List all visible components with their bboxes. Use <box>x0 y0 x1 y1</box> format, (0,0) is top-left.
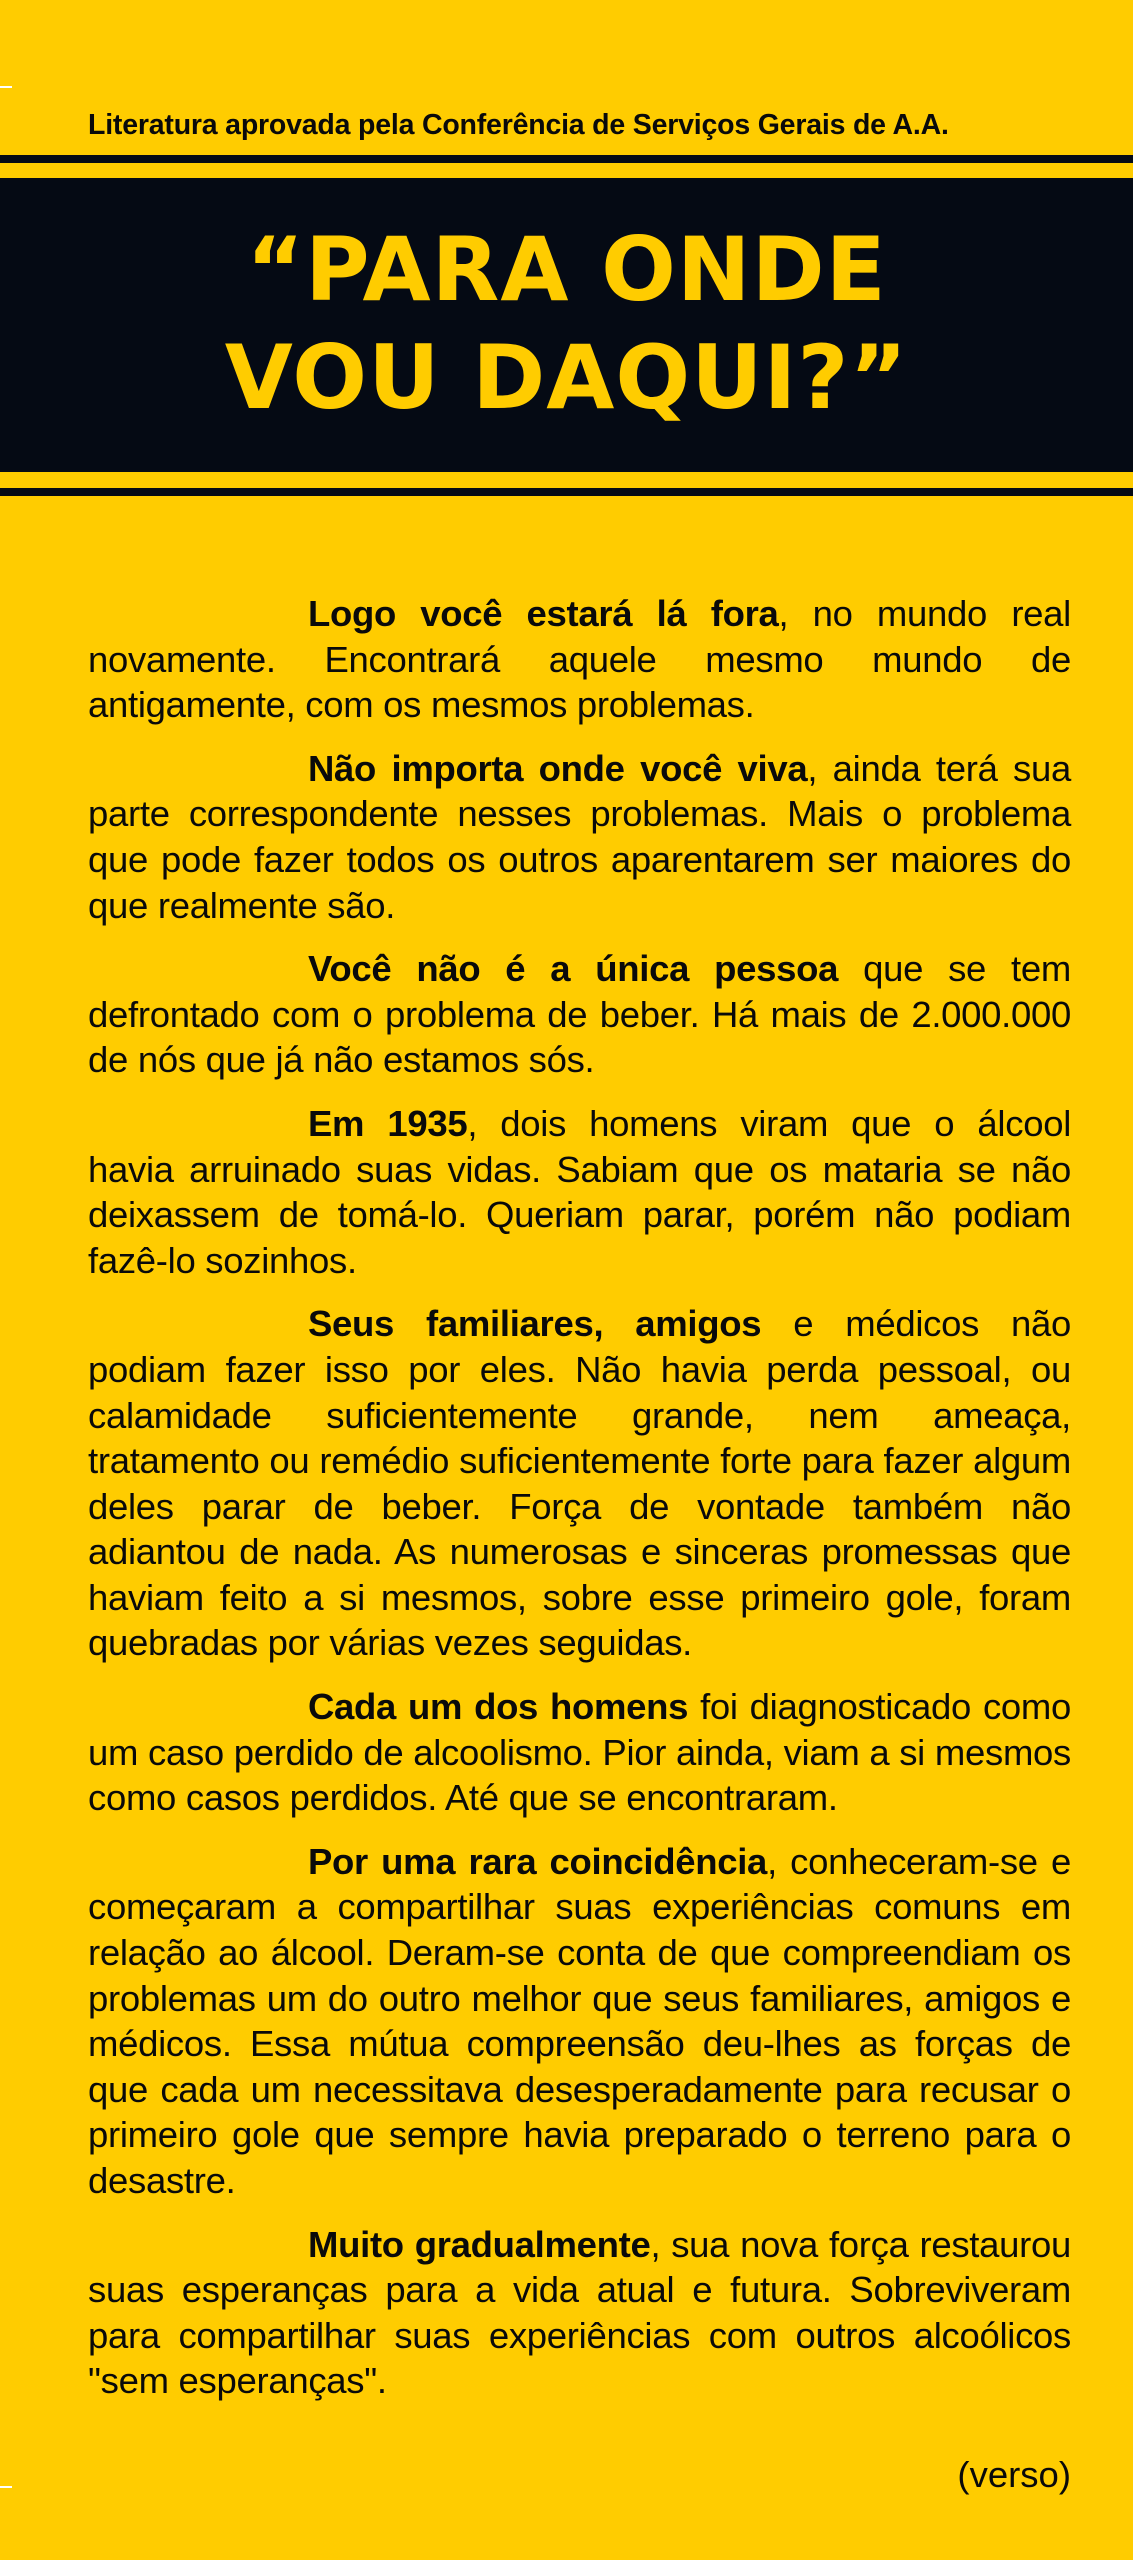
paragraph-text: foi diagnosticado como um caso perdido de alcoolismo. Pior ainda, viam a si mesmos como casos perdidos. Até que se encontraram. <box>88 1686 1071 1819</box>
paragraph-lead: Seus familiares, amigos <box>308 1303 762 1345</box>
paragraph-lead: Em 1935 <box>308 1102 468 1144</box>
paragraph-text: e médicos não podiam fazer isso por eles. Não havia perda pessoal, ou calamidade suficientemente grande, nem ameaça, tratamento ou remédio suficientemente forte para fazer algum deles parar de beber. Força de vontade também não adiantou de nada. As numerosas e sinceras promessas que haviam feito a si mesmos, sobre esse primeiro gole, foram quebradas por várias vezes seguidas. <box>88 1303 1072 1664</box>
paragraph-text: que se tem defrontado com o problema de beber. Há mais de 2.000.000 de nós que já não estamos sós. <box>88 948 1071 1081</box>
paragraph-lead: Não importa onde você viva <box>308 747 808 789</box>
paragraph-text: , conheceram-se e começaram a compartilhar suas experiências comuns em relação ao álcool. Deram-se conta de que compreendiam os problemas um do outro melhor que seus familiares, amigos e médicos. Essa mútua compreensão deu-lhes as forças de que cada um necessitava desesperadamente para recusar o primeiro gole que sempre havia preparado o terreno para o desastre. <box>88 1840 1071 2201</box>
paragraph-text: , sua nova força restaurou suas esperanças para a vida atual e futura. Sobreviveram para compartilhar suas experiências com outros alcoólicos "sem esperanças". <box>88 2223 1071 2402</box>
bottom-rule <box>0 488 1133 496</box>
crop-mark-bottom <box>0 2486 12 2488</box>
title-line-2: VOU DAQUI?” <box>224 326 909 429</box>
paragraph <box>88 1684 1071 1821</box>
crop-mark-top <box>0 86 12 88</box>
paragraph <box>88 946 1071 1083</box>
paragraph-lead: Cada um dos homens <box>308 1686 689 1728</box>
paragraph <box>88 1101 1071 1283</box>
paragraph <box>88 1301 1071 1666</box>
paragraph-lead: Você não é a única pessoa <box>308 948 839 990</box>
approval-notice: Literatura aprovada pela Conferência de Serviços Gerais de A.A. <box>88 109 949 141</box>
paragraph-lead: Logo você estará lá fora <box>308 593 779 634</box>
paragraph-text: , ainda terá sua parte correspondente nesses problemas. Mais o problema que pode fazer todos os outros aparentarem ser maiores do que realmente são. <box>88 747 1072 926</box>
verso-note: (verso) <box>957 2454 1071 2495</box>
paragraph-lead: Muito gradualmente <box>308 2223 651 2265</box>
paragraph-text: , dois homens viram que o álcool havia arruinado suas vidas. Sabiam que os mataria se não deixassem de tomá-lo. Queriam parar, porém não podiam fazê-lo sozinhos. <box>88 1102 1071 1281</box>
paragraph <box>88 1839 1071 2204</box>
paragraph-lead: Por uma rara coincidência <box>308 1840 768 1882</box>
body-text <box>88 591 1071 2422</box>
paragraph-text: , no mundo real novamente. Encontrará aquele mesmo mundo de antigamente, com os mesmos problemas. <box>88 593 1071 726</box>
paragraph <box>88 591 1071 728</box>
paragraph <box>88 746 1071 928</box>
top-rule <box>0 155 1133 163</box>
title-line-1: “PARA ONDE <box>246 218 887 321</box>
paragraph <box>88 2222 1071 2404</box>
